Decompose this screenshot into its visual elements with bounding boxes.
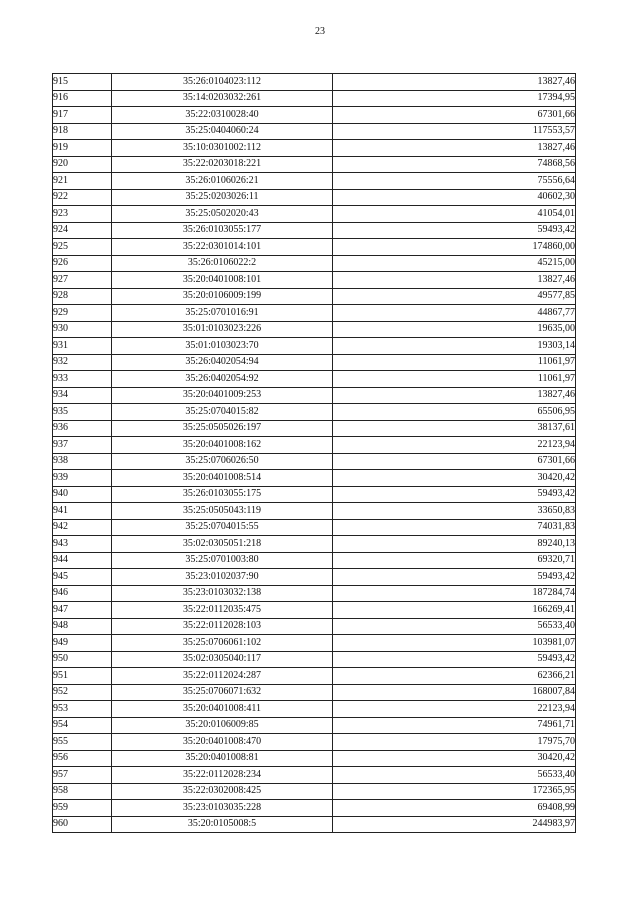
table-row	[53, 552, 576, 569]
row-number-cell: 953	[53, 701, 112, 718]
row-number-cell: 936	[53, 420, 112, 437]
table-row	[53, 437, 576, 454]
row-number-cell: 938	[53, 453, 112, 470]
table-row	[53, 321, 576, 338]
row-number-cell: 937	[53, 437, 112, 454]
table-row	[53, 420, 576, 437]
cadastral-number-cell: 35:20:0401008:162	[112, 437, 333, 454]
cadastral-value-cell: 19635,00	[333, 321, 576, 338]
table-row	[53, 783, 576, 800]
cadastral-value-cell: 56533,40	[333, 767, 576, 784]
cadastral-number-cell: 35:20:0401008:411	[112, 701, 333, 718]
table-row	[53, 206, 576, 223]
row-number-cell: 921	[53, 173, 112, 190]
cadastral-value-cell: 59493,42	[333, 486, 576, 503]
row-number-cell: 915	[53, 74, 112, 91]
cadastral-value-cell: 74868,56	[333, 156, 576, 173]
cadastral-number-cell: 35:26:0402054:94	[112, 354, 333, 371]
cadastral-value-cell: 74031,83	[333, 519, 576, 536]
cadastral-number-cell: 35:22:0112024:287	[112, 668, 333, 685]
cadastral-number-cell: 35:23:0103032:138	[112, 585, 333, 602]
cadastral-number-cell: 35:20:0401008:514	[112, 470, 333, 487]
cadastral-number-cell: 35:22:0310028:40	[112, 107, 333, 124]
cadastral-number-cell: 35:02:0305040:117	[112, 651, 333, 668]
cadastral-value-cell: 44867,77	[333, 305, 576, 322]
cadastral-value-cell: 103981,07	[333, 635, 576, 652]
table-row	[53, 519, 576, 536]
cadastral-value-cell: 174860,00	[333, 239, 576, 256]
row-number-cell: 957	[53, 767, 112, 784]
table-row	[53, 503, 576, 520]
row-number-cell: 943	[53, 536, 112, 553]
table-row	[53, 453, 576, 470]
table-row	[53, 338, 576, 355]
cadastral-value-cell: 11061,97	[333, 354, 576, 371]
cadastral-value-cell: 74961,71	[333, 717, 576, 734]
table-row	[53, 800, 576, 817]
cadastral-value-cell: 30420,42	[333, 750, 576, 767]
cadastral-value-cell: 56533,40	[333, 618, 576, 635]
cadastral-number-cell: 35:20:0401008:81	[112, 750, 333, 767]
cadastral-number-cell: 35:25:0704015:55	[112, 519, 333, 536]
row-number-cell: 960	[53, 816, 112, 833]
cadastral-value-cell: 59493,42	[333, 569, 576, 586]
table-row	[53, 255, 576, 272]
cadastral-value-cell: 59493,42	[333, 222, 576, 239]
cadastral-number-cell: 35:20:0401009:253	[112, 387, 333, 404]
table-row	[53, 74, 576, 91]
cadastral-number-cell: 35:25:0505026:197	[112, 420, 333, 437]
table-row	[53, 288, 576, 305]
cadastral-value-cell: 22123,94	[333, 437, 576, 454]
table-row	[53, 387, 576, 404]
cadastral-value-cell: 65506,95	[333, 404, 576, 421]
row-number-cell: 958	[53, 783, 112, 800]
cadastral-number-cell: 35:22:0203018:221	[112, 156, 333, 173]
cadastral-number-cell: 35:25:0502020:43	[112, 206, 333, 223]
cadastral-value-cell: 33650,83	[333, 503, 576, 520]
cadastral-value-cell: 67301,66	[333, 453, 576, 470]
cadastral-value-cell: 17394,95	[333, 90, 576, 107]
cadastral-number-cell: 35:02:0305051:218	[112, 536, 333, 553]
page-number: 23	[315, 26, 325, 37]
cadastral-value-cell: 59493,42	[333, 651, 576, 668]
row-number-cell: 923	[53, 206, 112, 223]
cadastral-value-cell: 38137,61	[333, 420, 576, 437]
cadastral-value-cell: 13827,46	[333, 74, 576, 91]
row-number-cell: 927	[53, 272, 112, 289]
cadastral-number-cell: 35:25:0505043:119	[112, 503, 333, 520]
cadastral-number-cell: 35:26:0103055:175	[112, 486, 333, 503]
cadastral-value-cell: 69408,99	[333, 800, 576, 817]
row-number-cell: 959	[53, 800, 112, 817]
row-number-cell: 933	[53, 371, 112, 388]
table-row	[53, 816, 576, 833]
table-row	[53, 585, 576, 602]
cadastral-value-cell: 30420,42	[333, 470, 576, 487]
cadastral-number-cell: 35:20:0105008:5	[112, 816, 333, 833]
cadastral-value-cell: 168007,84	[333, 684, 576, 701]
row-number-cell: 932	[53, 354, 112, 371]
table-row	[53, 222, 576, 239]
row-number-cell: 930	[53, 321, 112, 338]
cadastral-value-cell: 172365,95	[333, 783, 576, 800]
cadastral-number-cell: 35:25:0704015:82	[112, 404, 333, 421]
cadastral-value-cell: 19303,14	[333, 338, 576, 355]
row-number-cell: 922	[53, 189, 112, 206]
cadastral-number-cell: 35:20:0401008:101	[112, 272, 333, 289]
table-row	[53, 651, 576, 668]
row-number-cell: 954	[53, 717, 112, 734]
cadastral-number-cell: 35:25:0701003:80	[112, 552, 333, 569]
cadastral-value-cell: 75556,64	[333, 173, 576, 190]
cadastral-number-cell: 35:01:0103023:70	[112, 338, 333, 355]
cadastral-number-cell: 35:20:0401008:470	[112, 734, 333, 751]
cadastral-value-cell: 22123,94	[333, 701, 576, 718]
cadastral-value-cell: 17975,70	[333, 734, 576, 751]
row-number-cell: 916	[53, 90, 112, 107]
row-number-cell: 929	[53, 305, 112, 322]
cadastral-number-cell: 35:22:0112035:475	[112, 602, 333, 619]
cadastral-number-cell: 35:25:0203026:11	[112, 189, 333, 206]
table-row	[53, 140, 576, 157]
row-number-cell: 950	[53, 651, 112, 668]
cadastral-number-cell: 35:25:0706071:632	[112, 684, 333, 701]
cadastral-value-cell: 62366,21	[333, 668, 576, 685]
cadastral-value-cell: 187284,74	[333, 585, 576, 602]
row-number-cell: 956	[53, 750, 112, 767]
row-number-cell: 946	[53, 585, 112, 602]
cadastral-number-cell: 35:26:0402054:92	[112, 371, 333, 388]
table-row	[53, 569, 576, 586]
table-row	[53, 684, 576, 701]
row-number-cell: 926	[53, 255, 112, 272]
row-number-cell: 941	[53, 503, 112, 520]
row-number-cell: 934	[53, 387, 112, 404]
table-row	[53, 173, 576, 190]
cadastral-value-cell: 45215,00	[333, 255, 576, 272]
cadastral-number-cell: 35:26:0106022:2	[112, 255, 333, 272]
table-row	[53, 470, 576, 487]
table-row	[53, 305, 576, 322]
cadastral-number-cell: 35:26:0106026:21	[112, 173, 333, 190]
table-row	[53, 189, 576, 206]
row-number-cell: 925	[53, 239, 112, 256]
cadastral-number-cell: 35:01:0103023:226	[112, 321, 333, 338]
table-row	[53, 156, 576, 173]
row-number-cell: 935	[53, 404, 112, 421]
table-row	[53, 602, 576, 619]
cadastral-value-cell: 67301,66	[333, 107, 576, 124]
row-number-cell: 947	[53, 602, 112, 619]
table-body	[53, 74, 576, 833]
cadastral-value-cell: 40602,30	[333, 189, 576, 206]
table-row	[53, 618, 576, 635]
cadastral-number-cell: 35:25:0706026:50	[112, 453, 333, 470]
cadastral-number-cell: 35:25:0404060:24	[112, 123, 333, 140]
cadastral-number-cell: 35:20:0106009:199	[112, 288, 333, 305]
row-number-cell: 924	[53, 222, 112, 239]
row-number-cell: 920	[53, 156, 112, 173]
row-number-cell: 917	[53, 107, 112, 124]
cadastral-number-cell: 35:22:0301014:101	[112, 239, 333, 256]
cadastral-value-table	[52, 73, 576, 833]
cadastral-value-cell: 69320,71	[333, 552, 576, 569]
table-row	[53, 239, 576, 256]
cadastral-number-cell: 35:23:0102037:90	[112, 569, 333, 586]
row-number-cell: 931	[53, 338, 112, 355]
cadastral-number-cell: 35:25:0706061:102	[112, 635, 333, 652]
cadastral-value-cell: 13827,46	[333, 272, 576, 289]
cadastral-value-cell: 13827,46	[333, 387, 576, 404]
table-row	[53, 354, 576, 371]
table-row	[53, 668, 576, 685]
cadastral-number-cell: 35:22:0112028:103	[112, 618, 333, 635]
table-row	[53, 272, 576, 289]
cadastral-value-cell: 244983,97	[333, 816, 576, 833]
cadastral-value-cell: 166269,41	[333, 602, 576, 619]
table-row	[53, 717, 576, 734]
table-row	[53, 90, 576, 107]
cadastral-value-cell: 89240,13	[333, 536, 576, 553]
cadastral-value-cell: 13827,46	[333, 140, 576, 157]
row-number-cell: 945	[53, 569, 112, 586]
cadastral-number-cell: 35:14:0203032:261	[112, 90, 333, 107]
table-row	[53, 486, 576, 503]
cadastral-number-cell: 35:25:0701016:91	[112, 305, 333, 322]
row-number-cell: 940	[53, 486, 112, 503]
cadastral-number-cell: 35:20:0106009:85	[112, 717, 333, 734]
cadastral-number-cell: 35:22:0112028:234	[112, 767, 333, 784]
row-number-cell: 918	[53, 123, 112, 140]
table-row	[53, 701, 576, 718]
row-number-cell: 919	[53, 140, 112, 157]
row-number-cell: 951	[53, 668, 112, 685]
row-number-cell: 939	[53, 470, 112, 487]
cadastral-number-cell: 35:23:0103035:228	[112, 800, 333, 817]
cadastral-number-cell: 35:26:0104023:112	[112, 74, 333, 91]
table-row	[53, 767, 576, 784]
table-row	[53, 404, 576, 421]
row-number-cell: 928	[53, 288, 112, 305]
cadastral-number-cell: 35:22:0302008:425	[112, 783, 333, 800]
table-row	[53, 107, 576, 124]
cadastral-value-cell: 41054,01	[333, 206, 576, 223]
row-number-cell: 942	[53, 519, 112, 536]
row-number-cell: 948	[53, 618, 112, 635]
table-row	[53, 123, 576, 140]
table-row	[53, 536, 576, 553]
table-row	[53, 734, 576, 751]
cadastral-value-cell: 49577,85	[333, 288, 576, 305]
table-row	[53, 750, 576, 767]
table-row	[53, 371, 576, 388]
table-row	[53, 635, 576, 652]
cadastral-number-cell: 35:26:0103055:177	[112, 222, 333, 239]
cadastral-value-cell: 117553,57	[333, 123, 576, 140]
row-number-cell: 955	[53, 734, 112, 751]
cadastral-number-cell: 35:10:0301002:112	[112, 140, 333, 157]
row-number-cell: 949	[53, 635, 112, 652]
row-number-cell: 944	[53, 552, 112, 569]
row-number-cell: 952	[53, 684, 112, 701]
cadastral-value-cell: 11061,97	[333, 371, 576, 388]
